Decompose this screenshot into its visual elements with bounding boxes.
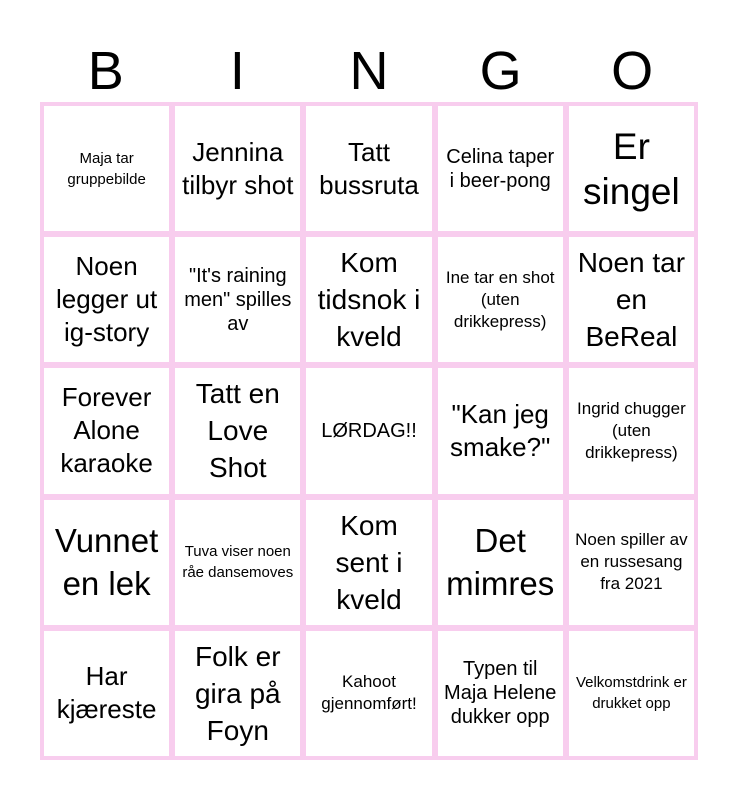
cell-text: Det mimres (446, 522, 555, 603)
cell-text: Noen spiller av en russesang fra 2021 (575, 530, 688, 594)
bingo-cell[interactable] (44, 368, 169, 493)
bingo-cell[interactable] (306, 631, 431, 756)
bingo-cell[interactable] (438, 500, 563, 625)
cell-text: Kom sent i kveld (335, 509, 403, 615)
cell-text: Noen legger ut ig-story (56, 251, 158, 348)
cell-text: "Kan jeg smake?" (450, 398, 551, 462)
bingo-cell[interactable] (569, 631, 694, 756)
header-letter-g: G (479, 41, 522, 101)
header-letter-i: I (229, 41, 245, 101)
bingo-cell[interactable] (175, 631, 300, 756)
cell-text: Velkomstdrink er drukket opp (575, 674, 687, 713)
bingo-cell[interactable] (175, 500, 300, 625)
bingo-board (40, 102, 698, 760)
bingo-cell[interactable] (306, 237, 431, 362)
cell-text: Ingrid chugger (uten drikkepress) (577, 398, 686, 462)
bingo-cell[interactable] (438, 631, 563, 756)
cell-text: Har kjæreste (56, 661, 157, 725)
header-letter-n: N (349, 41, 389, 101)
cell-text: "It's raining men" spilles av (184, 264, 292, 335)
bingo-cell[interactable] (44, 500, 169, 625)
cell-text: Tuva viser noen råe dansemoves (182, 543, 294, 582)
bingo-cell[interactable] (306, 500, 431, 625)
cell-text: Jennina tilbyr shot (182, 136, 294, 200)
cell-text: Celina taper i beer-pong (446, 145, 555, 192)
bingo-cell[interactable] (44, 106, 169, 231)
bingo-cell[interactable] (175, 368, 300, 493)
header-letter-o: O (611, 41, 654, 101)
cell-text: Ine tar en shot (uten drikkepress) (445, 267, 555, 331)
bingo-cell[interactable] (569, 368, 694, 493)
bingo-cell bingo-free-cell[interactable] (306, 368, 431, 493)
cell-text: Er singel (583, 125, 680, 212)
cell-text: Kom tidsnok i kveld (317, 247, 421, 353)
bingo-cell[interactable] (438, 237, 563, 362)
bingo-cell[interactable] (569, 237, 694, 362)
bingo-cell[interactable] (44, 631, 169, 756)
cell-text: Vunnet en lek (54, 522, 159, 603)
cell-text: Noen tar en BeReal (577, 247, 686, 353)
cell-text: Kahoot gjennomført! (321, 672, 417, 714)
cell-text: Tatt bussruta (319, 136, 419, 200)
bingo-header (40, 40, 698, 102)
bingo-cell[interactable] (306, 106, 431, 231)
header-letter-b: B (87, 41, 124, 101)
bingo-cell[interactable] (569, 106, 694, 231)
cell-text: Forever Alone karaoke (60, 382, 153, 479)
cell-text: Maja tar gruppebilde (67, 149, 146, 188)
cell-text: LØRDAG!! (321, 419, 417, 442)
cell-text: Tatt en Love Shot (195, 378, 280, 484)
bingo-cell[interactable] (175, 106, 300, 231)
cell-text: Typen til Maja Helene dukker opp (444, 658, 557, 729)
cell-text: Folk er gira på Foyn (194, 640, 281, 746)
bingo-cell[interactable] (175, 237, 300, 362)
bingo-cell[interactable] (438, 106, 563, 231)
bingo-cell[interactable] (569, 500, 694, 625)
bingo-cell[interactable] (438, 368, 563, 493)
bingo-cell[interactable] (44, 237, 169, 362)
